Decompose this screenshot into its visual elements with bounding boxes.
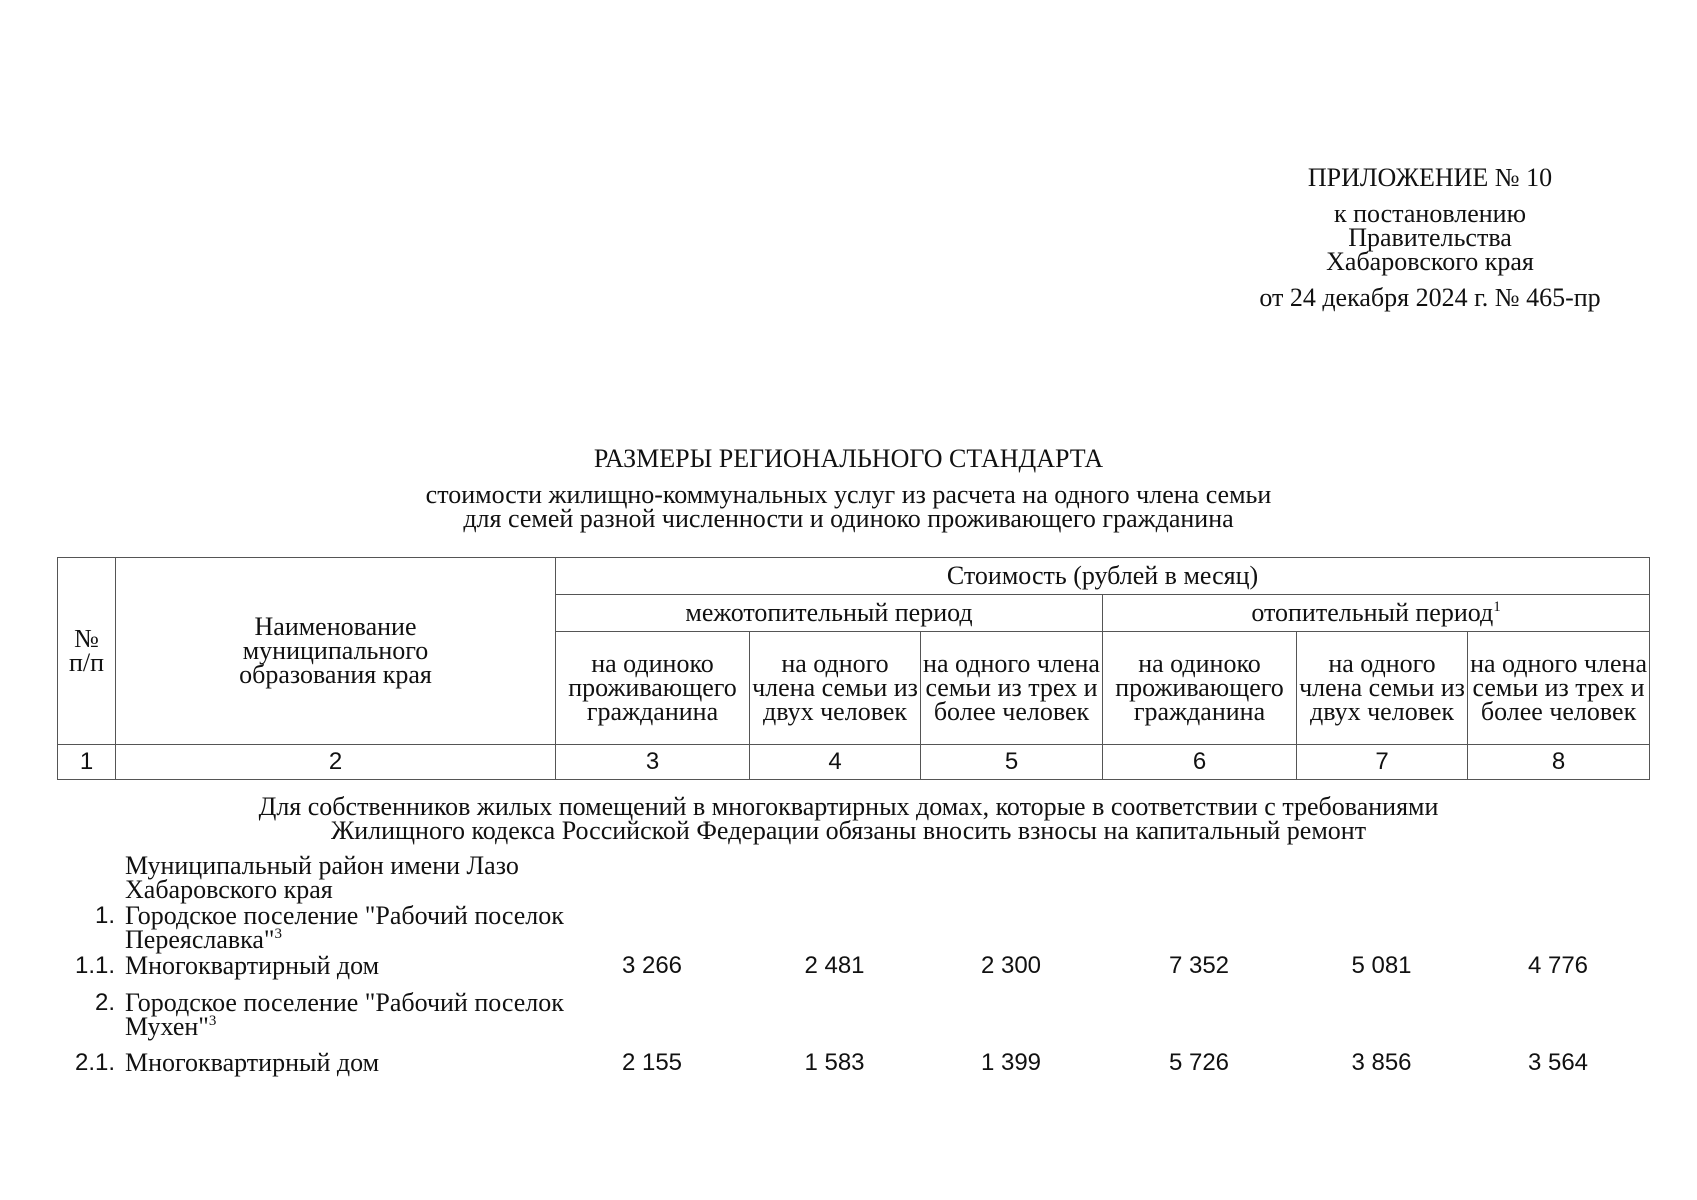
value-cell: 1 399: [980, 1049, 1042, 1076]
value-cell: 3 856: [1351, 1049, 1412, 1076]
row-number: 1.: [94, 902, 115, 929]
column-number: 1: [58, 745, 116, 780]
document-title: РАЗМЕРЫ РЕГИОНАЛЬНОГО СТАНДАРТА: [593, 444, 1104, 473]
appendix-date-number: от 24 декабря 2024 г. № 465-пр: [1259, 283, 1601, 312]
value-cell: 1 583: [804, 1049, 865, 1076]
column-number: 2: [116, 745, 556, 780]
table-row: [57, 901, 1649, 954]
row-name: [125, 901, 565, 954]
column-number: 4: [750, 745, 921, 780]
value-cell: 5 726: [1168, 1049, 1230, 1076]
section-note-line-1: Для собственников жилых помещений в многоквартирных домах, которые в соответствии с требованиями: [258, 792, 1439, 821]
value-cell: 2 300: [980, 952, 1042, 979]
value-cell: 3 266: [621, 952, 683, 979]
row-name-text: Городское поселение "Рабочий поселок Мухен": [125, 988, 564, 1041]
row-name: Многоквартирный дом: [125, 1048, 380, 1077]
value-cell: 4 776: [1527, 952, 1589, 979]
column-number: 5: [921, 745, 1103, 780]
header-cost-group: Стоимость (рублей в месяц): [556, 558, 1650, 595]
subtitle-line-2: для семей разной численности и одиноко проживающего гражданина: [463, 504, 1234, 533]
value-cell: 2 155: [621, 1049, 683, 1076]
table-row: [57, 951, 1649, 991]
header-heating-three: на одного члена семьи из трех и более человек: [1468, 632, 1650, 745]
header-off-single: на одиноко проживающего гражданина: [556, 632, 750, 745]
footnote-marker: 3: [274, 926, 283, 942]
row-name: [125, 988, 565, 1041]
value-cell: 2 481: [804, 952, 865, 979]
table-body: [57, 851, 1649, 1088]
table-header: [57, 557, 1650, 780]
table-row: [57, 988, 1649, 1051]
subtitle-line-1: стоимости жилищно-коммунальных услуг из расчета на одного члена семьи: [425, 480, 1272, 509]
value-cell: 7 352: [1168, 952, 1230, 979]
document-subtitle: [0, 480, 1697, 533]
appendix-region: Хабаровского края: [1326, 247, 1534, 276]
appendix-authority: Правительства: [1348, 223, 1512, 252]
header-off-two: на одного члена семьи из двух человек: [750, 632, 921, 745]
header-period-off: межотопительный период: [556, 595, 1103, 632]
table-row: [57, 851, 1649, 904]
column-number: 7: [1297, 745, 1468, 780]
row-number: 1.1.: [74, 952, 115, 979]
table-row: [57, 1048, 1649, 1088]
appendix-reference: к постановлению: [1333, 199, 1527, 228]
column-number: 8: [1468, 745, 1650, 780]
section-note-line-2: Жилищного кодекса Российской Федерации обязаны вносить взносы на капитальный ремонт: [330, 816, 1367, 845]
header-heating-single: на одиноко проживающего гражданина: [1103, 632, 1297, 745]
header-period-heating: [1103, 595, 1650, 632]
section-note: [0, 792, 1697, 845]
header-col-name: Наименование муниципального образования края: [116, 558, 556, 745]
row-name-text: Городское поселение "Рабочий поселок Переяславка": [125, 901, 564, 954]
row-name: Муниципальный район имени Лазо Хабаровского края: [125, 851, 519, 904]
header-heating-two: на одного члена семьи из двух человек: [1297, 632, 1468, 745]
value-cell: 3 564: [1527, 1049, 1589, 1076]
row-name: Многоквартирный дом: [125, 951, 380, 980]
column-number: 3: [556, 745, 750, 780]
appendix-number: ПРИЛОЖЕНИЕ № 10: [1307, 163, 1553, 192]
row-number: 2.: [94, 989, 115, 1016]
header-off-three: на одного члена семьи из трех и более человек: [921, 632, 1103, 745]
header-col-num: № п/п: [58, 558, 116, 745]
footnote-marker: 1: [1493, 599, 1501, 615]
header-period-heating-label: отопительный период: [1251, 598, 1494, 627]
value-cell: 5 081: [1351, 952, 1412, 979]
appendix-block: [1200, 163, 1660, 312]
row-number: 2.1.: [74, 1049, 115, 1076]
footnote-marker: 3: [208, 1013, 217, 1029]
column-number: 6: [1103, 745, 1297, 780]
